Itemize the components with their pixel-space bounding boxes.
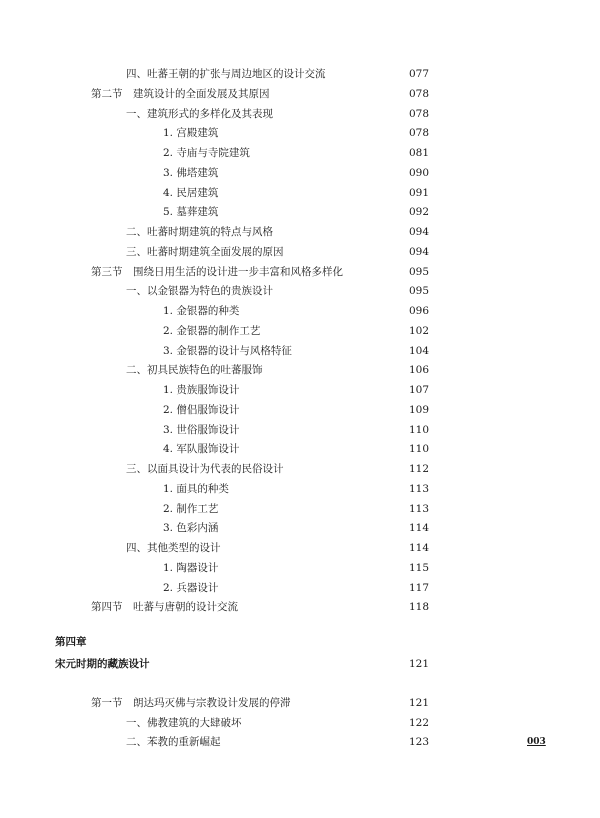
toc-entry xyxy=(0,518,600,538)
toc-entry xyxy=(0,479,600,499)
chapter-title: 宋元时期的藏族设计 xyxy=(55,658,150,670)
toc-entry xyxy=(0,163,600,183)
toc-entry xyxy=(0,597,600,617)
toc-entry-page-number: 106 xyxy=(409,364,430,377)
toc-entry-title: 1. 金银器的种类 xyxy=(163,305,240,317)
toc-entry xyxy=(0,84,600,104)
toc-entry-page-number: 095 xyxy=(409,285,430,298)
toc-entry-page-number: 094 xyxy=(409,226,430,238)
toc-entry xyxy=(0,439,600,459)
toc-entry xyxy=(0,242,600,262)
toc-entry xyxy=(0,578,600,598)
toc-entry-page-number: 121 xyxy=(409,697,430,709)
toc-entry xyxy=(0,732,600,752)
toc-entry-title: 一、以金银器为特色的贵族设计 xyxy=(126,285,273,298)
toc-entry xyxy=(0,301,600,321)
toc-entry xyxy=(0,341,600,361)
toc-entry-title: 3. 佛塔建筑 xyxy=(163,166,219,179)
toc-entry-page-number: 094 xyxy=(409,245,430,258)
toc-entry-title: 2. 僧侣服饰设计 xyxy=(163,403,240,416)
toc-entry xyxy=(0,558,600,578)
toc-entry-title: 二、吐蕃时期建筑的特点与风格 xyxy=(126,226,273,238)
toc-entry-page-number: 110 xyxy=(409,443,430,456)
toc-entry-page-number: 114 xyxy=(409,542,430,554)
chapter-number: 第四章 xyxy=(55,636,87,648)
toc-entry-title: 二、初具民族特色的吐蕃服饰 xyxy=(126,364,263,377)
toc-entry-page-number: 118 xyxy=(409,601,430,614)
toc-entry xyxy=(0,123,600,143)
toc-entry-page-number: 117 xyxy=(409,581,430,594)
toc-entry xyxy=(0,420,600,440)
toc-entry-title: 3. 金银器的设计与风格特征 xyxy=(163,344,292,357)
toc-entry-title: 第四节 吐蕃与唐朝的设计交流 xyxy=(91,601,238,614)
toc-entry-title: 5. 墓葬建筑 xyxy=(163,206,219,219)
toc-entry xyxy=(0,104,600,124)
toc-entry-title: 四、吐蕃王朝的扩张与周边地区的设计交流 xyxy=(126,68,326,80)
toc-entry-title: 一、建筑形式的多样化及其表现 xyxy=(126,107,273,120)
toc-entry-page-number: 107 xyxy=(409,384,430,396)
toc-entry-page-number: 092 xyxy=(409,206,430,219)
toc-entry-page-number: 113 xyxy=(409,502,430,515)
toc-entry-title: 第一节 朗达玛灭佛与宗教设计发展的停滞 xyxy=(91,697,291,709)
toc-entry-page-number: 109 xyxy=(409,403,430,416)
toc-entry xyxy=(0,183,600,203)
toc-entry-page-number: 091 xyxy=(409,186,430,199)
toc-entry xyxy=(0,499,600,519)
toc-entry-title: 第三节 围绕日用生活的设计进一步丰富和风格多样化 xyxy=(91,265,343,278)
toc-entry-page-number: 078 xyxy=(409,87,430,100)
toc-entry-page-number: 110 xyxy=(409,423,430,436)
toc-entry-title: 3. 世俗服饰设计 xyxy=(163,423,240,436)
toc-entry-page-number: 090 xyxy=(409,166,430,179)
toc-entry-title: 1. 面具的种类 xyxy=(163,482,229,495)
toc-entry-title: 1. 宫殿建筑 xyxy=(163,127,219,140)
toc-entry-page-number: 123 xyxy=(409,736,430,748)
toc-entry xyxy=(0,380,600,400)
toc-entry-page-number: 113 xyxy=(409,482,430,495)
toc-entry xyxy=(0,713,600,733)
toc-entry xyxy=(0,202,600,222)
page-number: 003 xyxy=(527,737,546,747)
toc-entry-page-number: 115 xyxy=(409,561,430,574)
toc-entry-title: 2. 制作工艺 xyxy=(163,502,219,515)
toc-entry-page-number: 095 xyxy=(409,265,430,278)
toc-entry-title: 2. 寺庙与寺院建筑 xyxy=(163,147,250,159)
toc-entry xyxy=(0,321,600,341)
toc-entry-title: 2. 兵器设计 xyxy=(163,581,219,594)
toc-entry-title: 三、吐蕃时期建筑全面发展的原因 xyxy=(126,245,284,258)
toc-entry xyxy=(0,693,600,713)
toc-entry-page-number: 114 xyxy=(409,522,430,535)
toc-entry-title: 3. 色彩内涵 xyxy=(163,522,219,535)
toc-entry-title: 4. 军队服饰设计 xyxy=(163,443,240,456)
toc-entry-page-number: 112 xyxy=(409,463,430,475)
toc-entry-page-number: 078 xyxy=(409,127,430,140)
toc-entry xyxy=(0,222,600,242)
toc-entry xyxy=(0,64,600,84)
toc-entry-title: 一、佛教建筑的大肆破坏 xyxy=(126,716,242,729)
toc-entry xyxy=(0,400,600,420)
toc-entry-title: 1. 陶器设计 xyxy=(163,561,219,574)
toc-entry xyxy=(0,360,600,380)
toc-entry xyxy=(0,281,600,301)
toc-entry xyxy=(0,459,600,479)
chapter-title-page-number: 121 xyxy=(409,658,430,670)
toc-entry-title: 二、苯教的重新崛起 xyxy=(126,736,221,748)
toc-entry xyxy=(0,538,600,558)
toc-entry-title: 四、其他类型的设计 xyxy=(126,542,221,554)
toc-entry-page-number: 096 xyxy=(409,305,430,317)
toc-entry-title: 2. 金银器的制作工艺 xyxy=(163,324,261,337)
toc-entry xyxy=(0,262,600,282)
toc-entry-title: 4. 民居建筑 xyxy=(163,186,219,199)
toc-entry-page-number: 102 xyxy=(409,324,430,337)
toc-entry-title: 第二节 建筑设计的全面发展及其原因 xyxy=(91,87,270,100)
toc-entry-page-number: 081 xyxy=(409,147,430,159)
toc-entry-page-number: 077 xyxy=(409,68,430,80)
toc-entry xyxy=(0,143,600,163)
toc-entry-page-number: 078 xyxy=(409,107,430,120)
toc-entry-page-number: 122 xyxy=(409,716,430,729)
toc-entry-title: 三、以面具设计为代表的民俗设计 xyxy=(126,463,284,475)
toc-entry-page-number: 104 xyxy=(409,344,430,357)
toc-entry-title: 1. 贵族服饰设计 xyxy=(163,384,240,396)
